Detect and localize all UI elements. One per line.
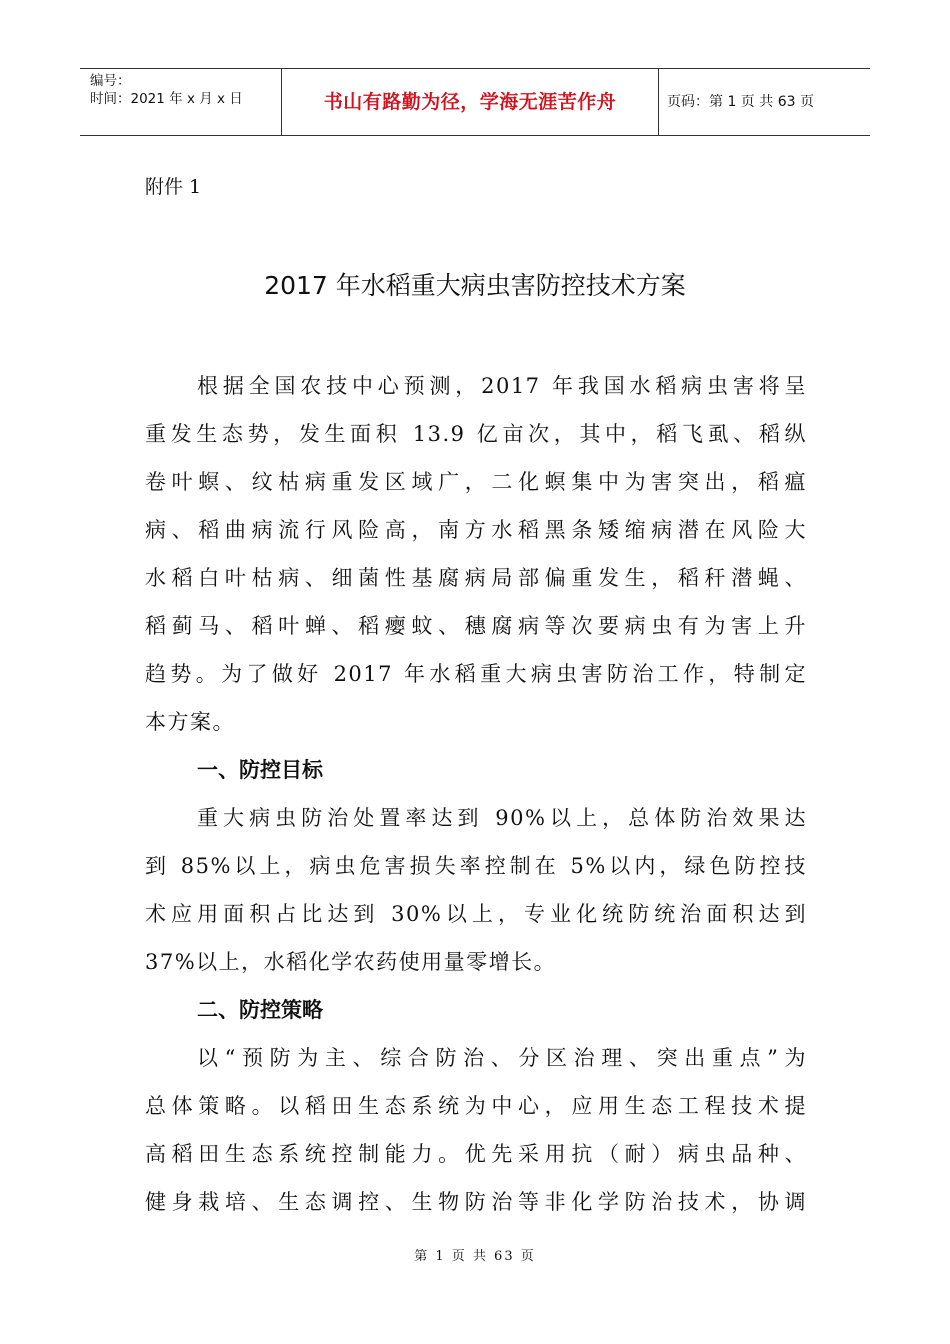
paragraph-line: 高稻田生态系统控制能力。优先采用抗（耐）病虫品种、: [145, 1142, 807, 1166]
header-meta-cell: [80, 69, 282, 135]
paragraph-line: 本方案。: [145, 710, 235, 734]
header-page-info: 页码：第 1 页 共 63 页: [667, 94, 814, 110]
paragraph-line: 水稻白叶枯病、细菌性基腐病局部偏重发生，稻秆潜蝇、: [145, 566, 807, 590]
paragraph-line: 卷叶螟、纹枯病重发区域广，二化螟集中为害突出，稻瘟: [145, 470, 807, 494]
attachment-label: 附件 1: [145, 176, 202, 198]
header-table: [80, 68, 870, 136]
document-body: [145, 362, 807, 1226]
paragraph-line: 术应用面积占比达到 30%以上，专业化统防统治面积达到: [145, 902, 807, 926]
paragraph-line: 稻蓟马、稻叶蝉、稻瘿蚊、穗腐病等次要病虫有为害上升: [145, 614, 807, 638]
paragraph-line: 重发生态势，发生面积 13.9 亿亩次，其中，稻飞虱、稻纵: [145, 422, 807, 446]
document-title: 2017 年水稻重大病虫害防控技术方案: [264, 271, 686, 300]
section-heading-strategy: 二、防控策略: [197, 998, 323, 1022]
time-label: 时间：2021 年 x 月 x 日: [90, 91, 243, 107]
paragraph-line: 重大病虫防治处置率达到 90%以上，总体防治效果达: [197, 806, 807, 830]
paragraph-line: 以“预防为主、综合防治、分区治理、突出重点”为: [197, 1046, 807, 1070]
paragraph-line: 总体策略。以稻田生态系统为中心，应用生态工程技术提: [145, 1094, 807, 1118]
paragraph-line: 根据全国农技中心预测，2017 年我国水稻病虫害将呈: [197, 374, 807, 398]
paragraph-line: 病、稻曲病流行风险高，南方水稻黑条矮缩病潜在风险大: [145, 518, 807, 542]
number-label: 编号：: [90, 73, 131, 89]
paragraph-line: 到 85%以上，病虫危害损失率控制在 5%以内，绿色防控技: [145, 854, 807, 878]
section-heading-goals: 一、防控目标: [197, 758, 323, 782]
page-footer: 第 1 页 共 63 页: [414, 1249, 536, 1264]
paragraph-line: 健身栽培、生态调控、生物防治等非化学防治技术，协调: [145, 1190, 807, 1214]
header-motto: 书山有路勤为径，学海无涯苦作舟: [282, 69, 659, 135]
paragraph-line: 37%以上，水稻化学农药使用量零增长。: [145, 950, 557, 974]
paragraph-line: 趋势。为了做好 2017 年水稻重大病虫害防治工作，特制定: [145, 662, 807, 686]
